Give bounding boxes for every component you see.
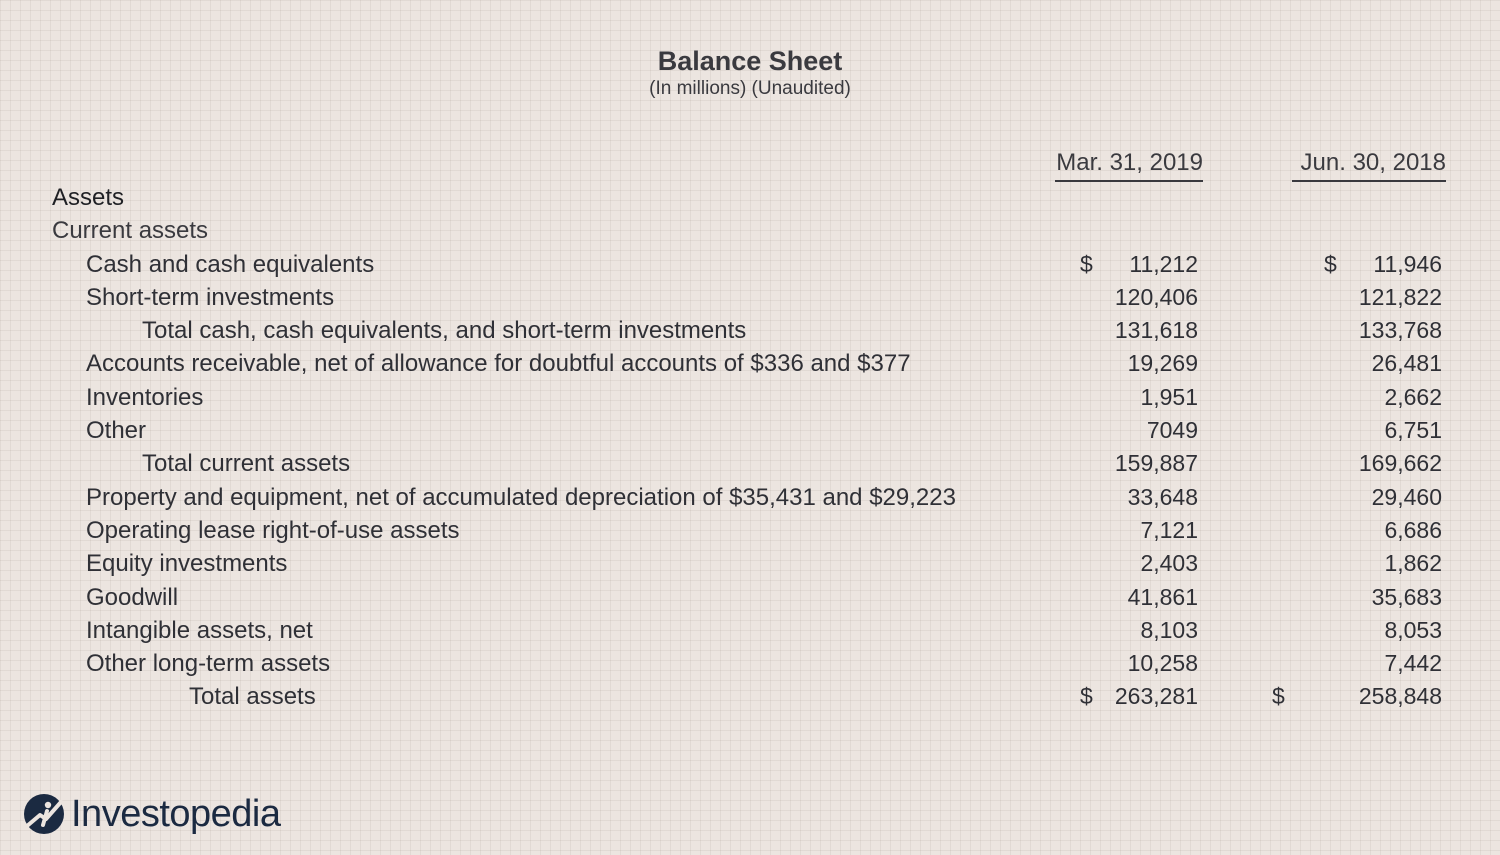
value-jun-2018: 1,862	[1384, 550, 1442, 577]
section-heading-row	[0, 214, 1500, 247]
table-row	[0, 514, 1500, 547]
value-mar-2019: 131,618	[1114, 317, 1198, 344]
current-assets-heading: Current assets	[52, 217, 209, 245]
row-label: Total current assets	[142, 450, 351, 478]
brand-name: Investopedia	[71, 793, 281, 835]
currency-symbol: $	[1324, 250, 1337, 277]
value-jun-2018: 26,481	[1371, 350, 1442, 377]
column-header-jun-2018: Jun. 30, 2018	[1292, 148, 1446, 182]
value-mar-2019: 19,269	[1127, 350, 1198, 377]
row-label: Accounts receivable, net of allowance for doubtful accounts of $336 and $377	[86, 350, 911, 378]
row-label: Cash and cash equivalents	[86, 250, 375, 278]
table-row	[0, 614, 1500, 647]
table-row	[0, 581, 1500, 614]
brand-logo	[23, 790, 281, 838]
row-label: Property and equipment, net of accumulated depreciation of $35,431 and $29,223	[86, 483, 956, 511]
value-jun-2018: 29,460	[1371, 483, 1442, 510]
assets-heading: Assets	[52, 184, 125, 211]
value-jun-2018: 8,053	[1384, 616, 1442, 643]
value-jun-2018: 258,848	[1358, 683, 1442, 710]
row-label: Other	[86, 417, 147, 445]
value-mar-2019: 120,406	[1114, 283, 1198, 310]
value-mar-2019: 8,103	[1140, 616, 1198, 643]
table-row	[0, 381, 1500, 414]
row-label: Equity investments	[86, 550, 288, 578]
table-row	[0, 447, 1500, 480]
value-mar-2019: 7049	[1146, 417, 1198, 444]
row-label: Intangible assets, net	[86, 616, 313, 644]
table-row	[0, 481, 1500, 514]
value-mar-2019: 7,121	[1140, 516, 1198, 543]
balance-sheet-table	[0, 181, 1500, 714]
row-label: Operating lease right-of-use assets	[86, 516, 460, 544]
table-row	[0, 314, 1500, 347]
value-mar-2019: 1,951	[1140, 383, 1198, 410]
row-label: Other long-term assets	[86, 650, 331, 678]
row-label: Short-term investments	[86, 283, 335, 311]
currency-symbol: $	[1272, 683, 1285, 710]
table-row	[0, 547, 1500, 580]
row-label: Inventories	[86, 383, 204, 411]
page-title: Balance Sheet	[657, 46, 843, 76]
value-mar-2019: 263,281	[1114, 683, 1198, 710]
value-jun-2018: 133,768	[1358, 317, 1442, 344]
value-mar-2019: 33,648	[1127, 483, 1198, 510]
row-label: Total cash, cash equivalents, and short-term investments	[142, 317, 747, 345]
value-jun-2018: 2,662	[1384, 383, 1442, 410]
investopedia-logo-icon	[23, 793, 65, 835]
currency-symbol: $	[1080, 683, 1093, 710]
value-jun-2018: 169,662	[1358, 450, 1442, 477]
value-mar-2019: 10,258	[1127, 650, 1198, 677]
value-jun-2018: 121,822	[1358, 283, 1442, 310]
value-jun-2018: 6,686	[1384, 516, 1442, 543]
table-row	[0, 414, 1500, 447]
column-header-mar-2019: Mar. 31, 2019	[1055, 148, 1203, 182]
page-subtitle: (In millions) (Unaudited)	[649, 78, 851, 99]
value-jun-2018: 35,683	[1371, 583, 1442, 610]
section-heading-row	[0, 181, 1500, 214]
table-row	[0, 281, 1500, 314]
table-row	[0, 347, 1500, 380]
total-row	[0, 680, 1500, 713]
value-mar-2019: 41,861	[1127, 583, 1198, 610]
value-jun-2018: 11,946	[1373, 250, 1442, 277]
value-mar-2019: 159,887	[1114, 450, 1198, 477]
row-label: Total assets	[189, 683, 316, 711]
row-label: Goodwill	[86, 583, 179, 611]
value-jun-2018: 7,442	[1384, 650, 1442, 677]
table-row	[0, 248, 1500, 281]
value-mar-2019: 2,403	[1140, 550, 1198, 577]
table-row	[0, 647, 1500, 680]
value-jun-2018: 6,751	[1384, 417, 1442, 444]
currency-symbol: $	[1080, 250, 1093, 277]
value-mar-2019: 11,212	[1129, 250, 1198, 277]
